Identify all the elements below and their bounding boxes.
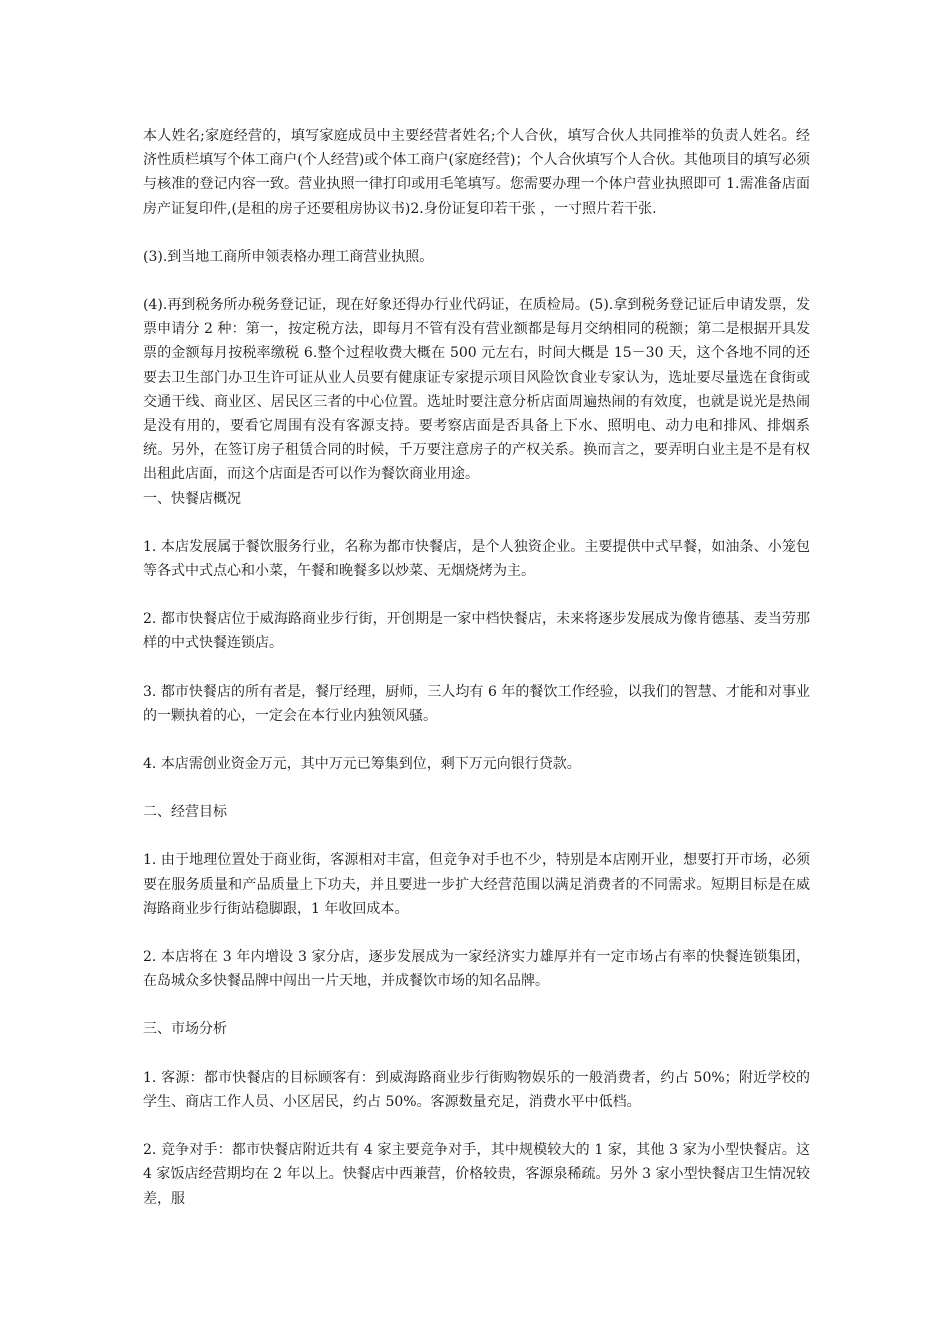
document-body bbox=[143, 124, 810, 1211]
paragraph-license-requirements: 本人姓名;家庭经营的，填写家庭成员中主要经营者姓名;个人合伙，填写合伙人共同推举的负责人姓名。经济性质栏填写个体工商户(个人经营)或个体工商户(家庭经营)；个人合伙填写个人合伙。其他项目的填写必须与核准的登记内容一致。营业执照一律打印或用毛笔填写。您需要办理一个体户营业执照即可 1.需准备店面房产证复印件,(是租的房子还要租房协议书)2.身份证复印若干张 ，一寸照片若干张. bbox=[143, 128, 810, 217]
paragraph-overview-4: 4. 本店需创业资金万元，其中万元已筹集到位，剩下万元向银行贷款。 bbox=[143, 756, 581, 773]
paragraph-overview-1: 1. 本店发展属于餐饮服务行业，名称为都市快餐店，是个人独资企业。主要提供中式早餐，如油条、小笼包等各式中式点心和小菜，午餐和晚餐多以炒菜、无烟烧烤为主。 bbox=[143, 538, 810, 580]
section-heading-market: 三、市场分析 bbox=[143, 1021, 227, 1038]
paragraph-goals-2: 2. 本店将在 3 年内增设 3 家分店，逐步发展成为一家经济实力雄厚并有一定市场占有率的快餐连锁集团，在岛城众多快餐品牌中闯出一片天地，并成餐饮市场的知名品牌。 bbox=[143, 949, 810, 990]
section-heading-goals: 二、经营目标 bbox=[143, 804, 227, 821]
paragraph-market-2: 2. 竞争对手：都市快餐店附近共有 4 家主要竞争对手，其中规模较大的 1 家，其他 3 家为小型快餐店。这 4 家饭店经营期均在 2 年以上。快餐店中西兼营，价格较贵，客源泉稀疏。另外 3 家小型快餐店卫生情况较差，服 bbox=[143, 1142, 810, 1207]
paragraph-goals-1: 1. 由于地理位置处于商业街，客源相对丰富，但竞争对手也不少，特别是本店刚开业，想要打开市场，必须要在服务质量和产品质量上下功夫，并且要进一步扩大经营范围以满足消费者的不同需求。短期目标是在威海路商业步行街站稳脚跟，1 年收回成本。 bbox=[143, 852, 810, 917]
section-heading-overview: 一、快餐店概况 bbox=[143, 490, 241, 507]
paragraph-overview-3: 3. 都市快餐店的所有者是，餐厅经理，厨师，三人均有 6 年的餐饮工作经验，以我们的智慧、才能和对事业的一颗执着的心，一定会在本行业内独领风骚。 bbox=[143, 683, 810, 724]
paragraph-market-1: 1. 客源：都市快餐店的目标顾客有：到威海路商业步行街购物娱乐的一般消费者，约占 50%；附近学校的学生、商店工作人员、小区居民，约占 50%。客源数量充足，消费水平中低档。 bbox=[143, 1069, 810, 1110]
paragraph-step-4-5: (4).再到税务所办税务登记证，现在好象还得办行业代码证，在质检局。(5).拿到税务登记证后申请发票，发票申请分 2 种：第一，按定税方法，即每月不管有没有营业额都是每月交纳相同的税额；第二是根据开具发票的金额每月按税率缴税 6.整个过程收费大概在 500 元左右，时间大概是 15－30 天，这个各地不同的还要去卫生部门办卫生许可证从业人员要有健康证专家提示项目风险饮食业专家认为，选址要尽量选在食街或交通干线、商业区、居民区三者的中心位置。选址时要注意分析店面周遍热闹的有效度，也就是说光是热闹是没有用的，要看它周围有没有客源支持。要考察店面是否具备上下水、照明电、动力电和排风、排烟系统。另外，在签订房子租赁合同的时候，千万要注意房子的产权关系。换而言之，要弄明白业主是不是有权出租此店面，而这个店面是否可以作为餐饮商业用途。 bbox=[143, 297, 810, 483]
paragraph-overview-2: 2. 都市快餐店位于威海路商业步行街，开创期是一家中档快餐店，未来将逐步发展成为像肯德基、麦当劳那样的中式快餐连锁店。 bbox=[143, 611, 810, 652]
paragraph-step-3: (3).到当地工商所申领表格办理工商营业执照。 bbox=[143, 248, 434, 265]
